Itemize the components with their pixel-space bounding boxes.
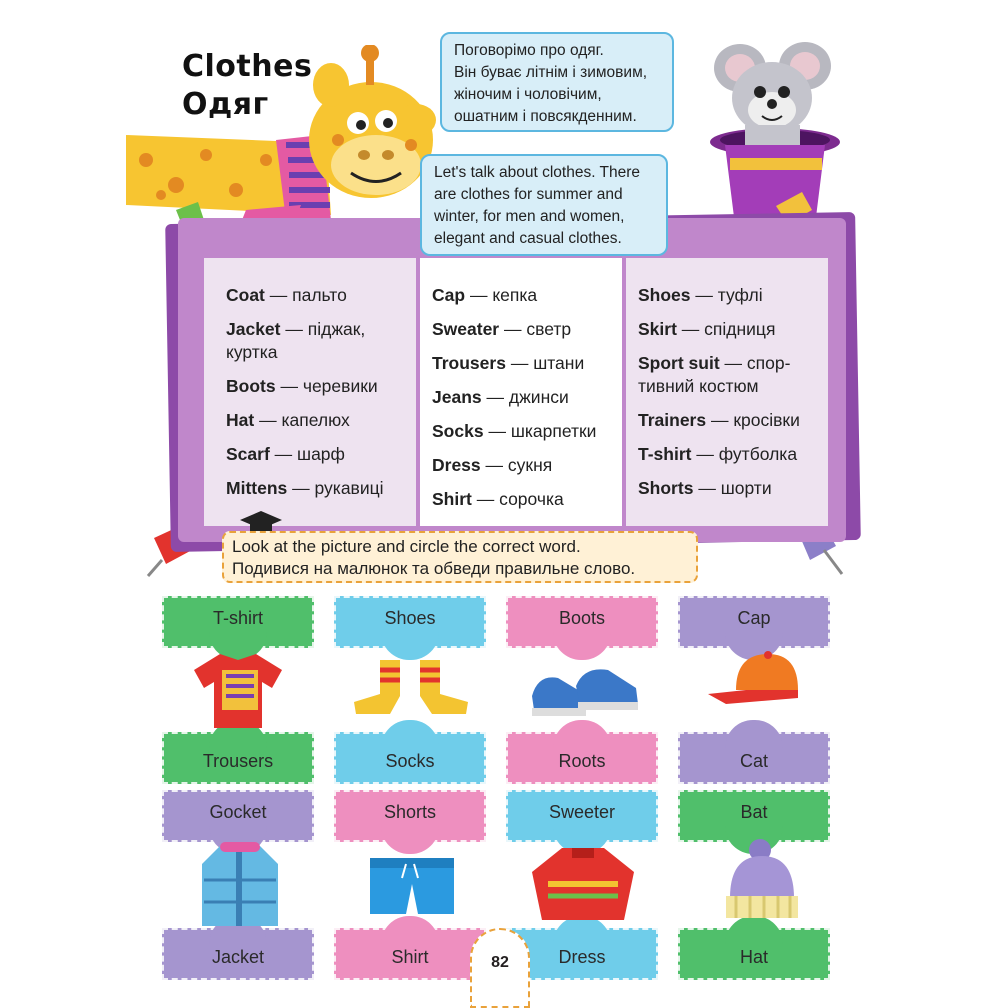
vocabulary-column-3	[626, 258, 828, 526]
word-option-bottom[interactable]: Cat	[678, 732, 830, 784]
word-option-bottom[interactable]: Roots	[506, 732, 658, 784]
hat-picture	[722, 838, 802, 924]
t-shirt-picture	[192, 650, 284, 730]
word-option-bottom[interactable]: Hat	[678, 928, 830, 980]
sweater-picture	[528, 844, 638, 924]
word-option-top[interactable]: Bat	[678, 790, 830, 842]
jacket-picture	[198, 840, 282, 930]
instruction-ukrainian: Подивися на малюнок та обведи правильне слово.	[232, 559, 636, 578]
shorts-picture	[366, 854, 458, 918]
vocab-entry: Socks — шкарпетки	[432, 421, 597, 441]
word-option-bottom[interactable]: Shirt	[334, 928, 486, 980]
vocab-entry: Boots — черевики	[226, 376, 378, 396]
word-option-top[interactable]: Shorts	[334, 790, 486, 842]
page-title: Clothes	[182, 49, 313, 84]
word-option-top[interactable]: T-shirt	[162, 596, 314, 648]
vocab-entry: Skirt — спідниця	[638, 319, 776, 339]
vocab-entry: Trainers — кросівки	[638, 410, 800, 430]
speech-bubble-english: Let's talk about clothes. There are clothes for summer and winter, for men and women, elegant and casual clothes.	[420, 154, 668, 256]
vocab-entry: Shorts — шорти	[638, 478, 772, 498]
instruction-english: Look at the picture and circle the correct word.	[232, 537, 581, 556]
socks-picture	[350, 656, 474, 720]
page-number: 82	[470, 928, 530, 1008]
vocabulary-column-1	[204, 258, 416, 526]
vocab-entry: Scarf — шарф	[226, 444, 345, 464]
vocab-entry: Dress — сукня	[432, 455, 553, 475]
vocab-entry: Shoes — туфлі	[638, 285, 763, 305]
word-option-top[interactable]: Shoes	[334, 596, 486, 648]
vocab-entry: Trousers — штани	[432, 353, 585, 373]
vocab-entry: Shirt — сорочка	[432, 489, 564, 509]
word-option-bottom[interactable]: Jacket	[162, 928, 314, 980]
cap-picture	[706, 650, 808, 712]
speech-bubble-ukrainian: Поговорімо про одяг. Він буває літнім і зимовим, жіночим і чоловічим, ошатним і повсякденним.	[440, 32, 674, 132]
vocab-entry: Coat — пальто	[226, 285, 347, 305]
vocab-entry: Cap — кепка	[432, 285, 538, 305]
vocab-entry: Sport suit — спор- тивний костюм	[638, 353, 791, 396]
instruction-box	[222, 531, 698, 583]
word-option-bottom[interactable]: Dress	[506, 928, 658, 980]
vocabulary-column-2	[420, 258, 622, 526]
vocab-entry: Mittens — рукавиці	[226, 478, 384, 498]
word-option-top[interactable]: Cap	[678, 596, 830, 648]
vocab-entry: Jacket — піджак, куртка	[226, 319, 366, 362]
vocab-entry: Sweater — светр	[432, 319, 572, 339]
word-option-bottom[interactable]: Trousers	[162, 732, 314, 784]
word-option-bottom[interactable]: Socks	[334, 732, 486, 784]
word-option-top[interactable]: Gocket	[162, 790, 314, 842]
trainers-picture	[528, 660, 642, 720]
vocab-entry: T-shirt — футболка	[638, 444, 798, 464]
vocab-entry: Jeans — джинси	[432, 387, 569, 407]
page-subtitle: Одяг	[182, 87, 269, 122]
word-option-top[interactable]: Sweeter	[506, 790, 658, 842]
vocab-entry: Hat — капелюх	[226, 410, 350, 430]
word-option-top[interactable]: Boots	[506, 596, 658, 648]
